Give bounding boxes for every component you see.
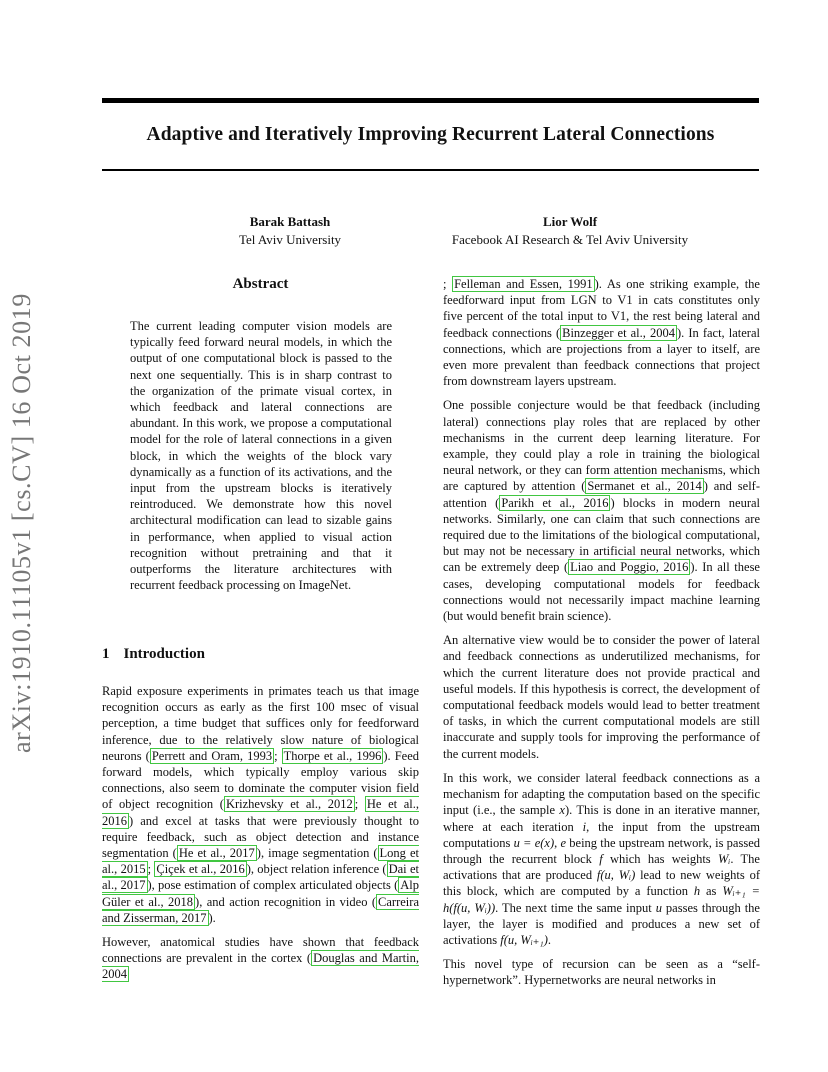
citation-link[interactable]: Binzegger et al., 2004	[562, 325, 675, 340]
paragraph: One possible conjecture would be that feedback (including lateral) connections play roles that are replaced by other mechanisms in the current deep learning literature. For example, they could play a role in training the biological neural network, or they can form attention mechanisms, which are captured by attention ( Sermanet et al., 2014 ) and self-attention ( Parikh et al., 2016 ) blocks in modern neural networks. Similarly, one can claim that such connections are required due to the limitations of the biological computational, but may not be necessary in artificial neural networks, which can be extremely deep ( Liao and Poggio, 2016 ). In all these cases, developing computational models for feedback connections would not necessarily impact machine learning (but would benefit brain science).	[443, 398, 761, 624]
author-affiliation: Facebook AI Research & Tel Aviv University	[451, 232, 689, 247]
citation-link[interactable]: Carreira and Zisserman, 2017	[102, 894, 419, 925]
author-name: Barak Battash	[249, 214, 331, 229]
citation-link[interactable]: Thorpe et al., 1996	[283, 748, 382, 763]
citation-link[interactable]: He et al., 2017	[178, 846, 255, 861]
math: u = e(x)	[513, 835, 555, 850]
citation-link[interactable]: Liao and Poggio, 2016	[570, 560, 689, 575]
author-affiliation: Tel Aviv University	[238, 232, 342, 247]
paragraph: An alternative view would be to consider the power of lateral and feedback connections as underutilized mechanisms, for which the current literature does not provide practical and useful models. If this hypothesis is correct, the development of computational feedback models would lead to better treatment of tasks, in which the current computational models are still inaccurate and supply tools for improving the performance of the current models.	[443, 633, 760, 761]
citation-link[interactable]: Alp Güler et al., 2018	[102, 878, 419, 909]
math: u	[655, 900, 662, 915]
math: i	[582, 819, 587, 834]
paper-title: Adaptive and Iteratively Improving Recurrent Lateral Connections	[146, 124, 715, 145]
author-2	[420, 213, 720, 249]
section-title: Introduction	[123, 646, 205, 662]
section-number: 1	[102, 646, 110, 662]
math: e	[560, 835, 567, 850]
right-column	[443, 276, 760, 989]
abstract-heading: Abstract	[232, 276, 289, 292]
citation-link[interactable]: Parikh et al., 2016	[501, 495, 609, 510]
abstract-text: The current leading computer vision models are typically feed forward neural models, in which the output of one computational block is passed to the next one sequentially. This is in sharp contrast to the organization of the primate visual cortex, in which feedback and lateral connections are abundant. In this work, we propose a computational model for the role of lateral connections in a given block, in which the weights of the block vary dynamically as a function of its activations, and the input from the upstream blocks is iteratively reintroduced. We demonstrate how this novel architectural modification can lead to sizable gains in performance, when applied to visual action recognition without pretraining and that it outperforms the literature architectures with recurrent feedback processing on ImageNet.	[130, 319, 392, 593]
citation-link[interactable]: Krizhevsky et al., 2012	[225, 797, 353, 812]
author-1	[190, 213, 390, 249]
math: Wᵢ₊₁ = h(f(u, Wᵢ))	[443, 884, 760, 915]
paragraph: Rapid exposure experiments in primates teach us that image recognition occurs as early as the first 100 msec of visual perception, a time budget that suffices only for feedforward inference, due to the relatively slow nature of biological neurons ( Perrett and Oram, 1993 ; Thorpe et al., 1996 ). Feed forward models, which typically employ various skip connections, also seem to dominate the computer vision field of object recognition ( Krizhevsky et al., 2012 ; He et al., 2016 ) and excel at tasks that were previously thought to require feedback, such as object detection and instance segmentation ( He et al., 2017 ), image segmentation ( Long et al., 2015 ; Çiçek et al., 2016 ), object relation inference ( Dai et al., 2017 ), pose estimation of complex articulated objects ( Alp Güler et al., 2018 ), and action recognition in video ( Carreira and Zisserman, 2017 ).	[102, 684, 420, 925]
paragraph: However, anatomical studies have shown that feedback connections are prevalent in the cortex ( Douglas and Martin, 2004	[102, 935, 420, 982]
citation-link[interactable]: Perrett and Oram, 1993	[151, 748, 273, 763]
arxiv-identifier: arXiv:1910.11105v1 [cs.CV] 16 Oct 2019	[7, 293, 36, 753]
math: h	[693, 884, 701, 899]
citation-link[interactable]: Çiçek et al., 2016	[156, 862, 245, 877]
left-column	[102, 683, 419, 983]
paragraph: In this work, we consider lateral feedback connections as a mechanism for adapting the computation based on the specific input (i.e., the sample x). This is done in an iterative manner, where at each iteration i, the input from the upstream computations u = e(x), e being the upstream network, is passed through the recurrent block f which has weights Wᵢ. The activations that are produced f(u, Wᵢ) lead to new weights of this block, which are computed by a function h as Wᵢ₊₁ = h(f(u, Wᵢ)). The next time the same input u passes through the layer, the layer is modified and produces a new set of activations f(u, Wᵢ₊₁).	[443, 770, 761, 947]
author-name: Lior Wolf	[542, 214, 598, 229]
math: f(u, Wᵢ₊₁)	[500, 932, 548, 947]
section-heading-introduction	[102, 646, 205, 663]
math: f	[599, 851, 603, 866]
math: x	[559, 803, 565, 818]
math: Wᵢ	[717, 851, 731, 866]
citation-link[interactable]: Douglas and Martin, 2004	[102, 951, 420, 982]
paragraph: This novel type of recursion can be seen as a “self-hypernetwork”. Hypernetworks are neural networks in	[443, 957, 760, 988]
math: f(u, Wᵢ)	[596, 868, 636, 883]
citation-link[interactable]: Sermanet et al., 2014	[587, 479, 702, 494]
citation-link[interactable]: He et al., 2016	[102, 797, 419, 828]
citation-link[interactable]: Long et al., 2015	[102, 846, 419, 877]
title-top-rule	[102, 98, 759, 103]
citation-link[interactable]: Felleman and Essen, 1991	[454, 277, 593, 291]
title-bottom-rule	[102, 169, 759, 171]
paragraph-continued: ; Felleman and Essen, 1991 ). As one striking example, the feedforward input from LGN to V1 in cats constitutes only five percent of the total input to V1, the rest being lateral and feedback connections ( Binzegger et al., 2004 ). In fact, lateral connections, which are projections from a layer to itself, are even more prevalent than feedback connections that project from downstream layers upstream.	[443, 277, 760, 389]
citation-link[interactable]: Dai et al., 2017	[102, 862, 419, 893]
arxiv-sidebar	[2, 288, 42, 758]
